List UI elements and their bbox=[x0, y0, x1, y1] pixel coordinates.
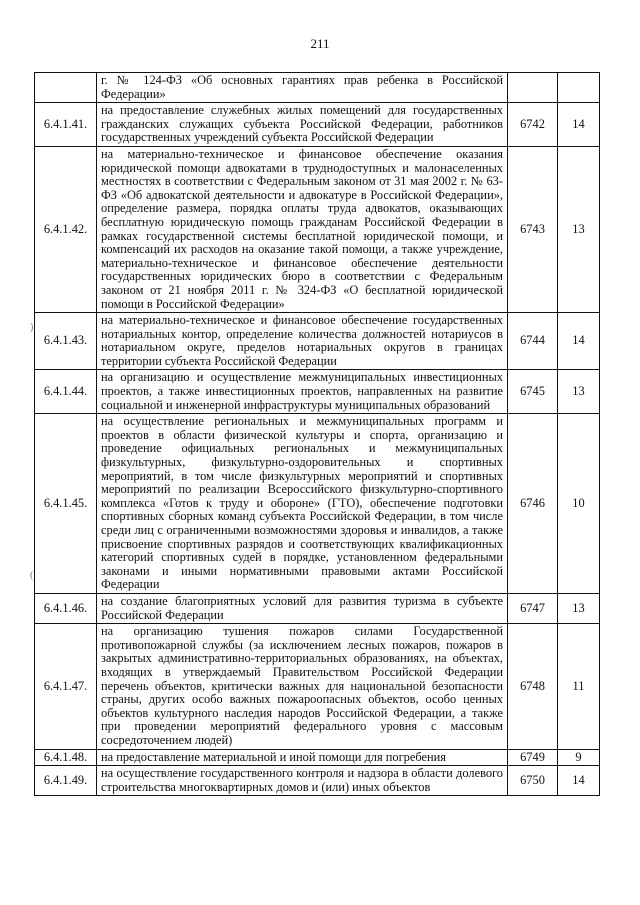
table-row bbox=[35, 414, 600, 594]
row-value: 13 bbox=[558, 146, 600, 312]
row-description: на создание благоприятных условий для развития туризма в субъекте Российской Федерации bbox=[97, 593, 508, 623]
row-description: на организацию и осуществление межмуниципальных инвестиционных проектов, а также инвестиционных проектов, направленных на развитие социальной и инженерной инфраструктуры муниципальных образований bbox=[97, 370, 508, 414]
page-number: 211 bbox=[310, 36, 330, 51]
row-code: 6.4.1.41. bbox=[35, 103, 97, 147]
row-value: 13 bbox=[558, 593, 600, 623]
table-row bbox=[35, 103, 600, 147]
appendix-table bbox=[34, 72, 600, 796]
row-description: на предоставление материальной и иной помощи для погребения bbox=[97, 749, 508, 766]
row-description: на осуществление государственного контроля и надзора в области долевого строительства многоквартирных домов и (или) иных объектов bbox=[97, 766, 508, 796]
row-code bbox=[35, 73, 97, 103]
table-row bbox=[35, 146, 600, 312]
row-value: 14 bbox=[558, 313, 600, 370]
row-code: 6.4.1.43. bbox=[35, 313, 97, 370]
row-value bbox=[558, 73, 600, 103]
row-number: 6744 bbox=[508, 313, 558, 370]
row-code: 6.4.1.42. bbox=[35, 146, 97, 312]
table-row bbox=[35, 370, 600, 414]
row-value: 14 bbox=[558, 766, 600, 796]
row-value: 13 bbox=[558, 370, 600, 414]
row-number bbox=[508, 73, 558, 103]
row-description: г. № 124-ФЗ «Об основных гарантиях прав ребенка в Российской Федерации» bbox=[97, 73, 508, 103]
row-number: 6746 bbox=[508, 414, 558, 594]
row-number: 6749 bbox=[508, 749, 558, 766]
row-description: на осуществление региональных и межмуниципальных программ и проектов в области физической культуры и спорта, организацию и проведение официальных региональных и межмуниципальных физкультурных, физкультурно-оздоровительных и спортивных мероприятий, в том числе физкультурных мероприятий и спортивных мероприятий по реализации Всероссийского физкультурно-спортивного комплекса «Готов к труду и обороне» (ГТО), обеспечение подготовки спортивных сборных команд субъекта Российской Федерации, в том числе среди лиц с ограниченными возможностями здоровья и инвалидов, а также присвоение спортивных разрядов и соответствующих квалификационных категорий спортивных судей в порядке, установленном федеральными законами и иными нормативными правовыми актами Российской Федерации bbox=[97, 414, 508, 594]
row-description: на материально-техническое и финансовое обеспечение государственных нотариальных контор, определение количества должностей нотариусов в нотариальном округе, пределов нотариальных округов в границах территории субъекта Российской Федерации bbox=[97, 313, 508, 370]
row-code: 6.4.1.44. bbox=[35, 370, 97, 414]
row-number: 6750 bbox=[508, 766, 558, 796]
row-number: 6742 bbox=[508, 103, 558, 147]
row-value: 11 bbox=[558, 624, 600, 749]
table-row bbox=[35, 313, 600, 370]
row-description: на организацию тушения пожаров силами Государственной противопожарной службы (за исключением лесных пожаров, пожаров в закрытых административно-территориальных образованиях, на объектах, входящих в утверждаемый Правительством Российской Федерации перечень объектов, критически важных для национальной безопасности страны, других особо важных пожароопасных объектов, особо ценных объектов культурного наследия народов Российской Федерации, а также при проведении мероприятий федерального уровня с массовым сосредоточением людей) bbox=[97, 624, 508, 749]
row-number: 6745 bbox=[508, 370, 558, 414]
row-code: 6.4.1.48. bbox=[35, 749, 97, 766]
row-code: 6.4.1.47. bbox=[35, 624, 97, 749]
row-code: 6.4.1.46. bbox=[35, 593, 97, 623]
row-description: на предоставление служебных жилых помещений для государственных гражданских служащих субъекта Российской Федерации, работников государственных учреждений субъекта Российской Федерации bbox=[97, 103, 508, 147]
row-value: 9 bbox=[558, 749, 600, 766]
row-code: 6.4.1.49. bbox=[35, 766, 97, 796]
row-number: 6743 bbox=[508, 146, 558, 312]
margin-mark-top: ) bbox=[30, 322, 34, 333]
row-description: на материально-техническое и финансовое обеспечение оказания юридической помощи адвокатами в труднодоступных и малонаселенных местностях в соответствии с Федеральным законом от 31 мая 2002 г. № 63-ФЗ «Об адвокатской деятельности и адвокатуре в Российской Федерации», определение размера, порядка оплаты труда адвокатов, оказывающих бесплатную юридическую помощь гражданам Российской Федерации в рамках государственной системы бесплатной юридической помощи, и компенсаций их расходов на оказание такой помощи, а также учреждение, материально-техническое и финансовое обеспечение деятельности государственных юридических бюро в соответствии с Федеральным законом от 21 ноября 2011 г. № 324-ФЗ «О бесплатной юридической помощи в Российской Федерации» bbox=[97, 146, 508, 312]
row-number: 6748 bbox=[508, 624, 558, 749]
table-row bbox=[35, 749, 600, 766]
row-value: 14 bbox=[558, 103, 600, 147]
row-code: 6.4.1.45. bbox=[35, 414, 97, 594]
row-value: 10 bbox=[558, 414, 600, 594]
table-row bbox=[35, 766, 600, 796]
table-row bbox=[35, 624, 600, 749]
table-row bbox=[35, 73, 600, 103]
margin-mark-bottom: ( bbox=[30, 570, 34, 581]
row-number: 6747 bbox=[508, 593, 558, 623]
table-row bbox=[35, 593, 600, 623]
